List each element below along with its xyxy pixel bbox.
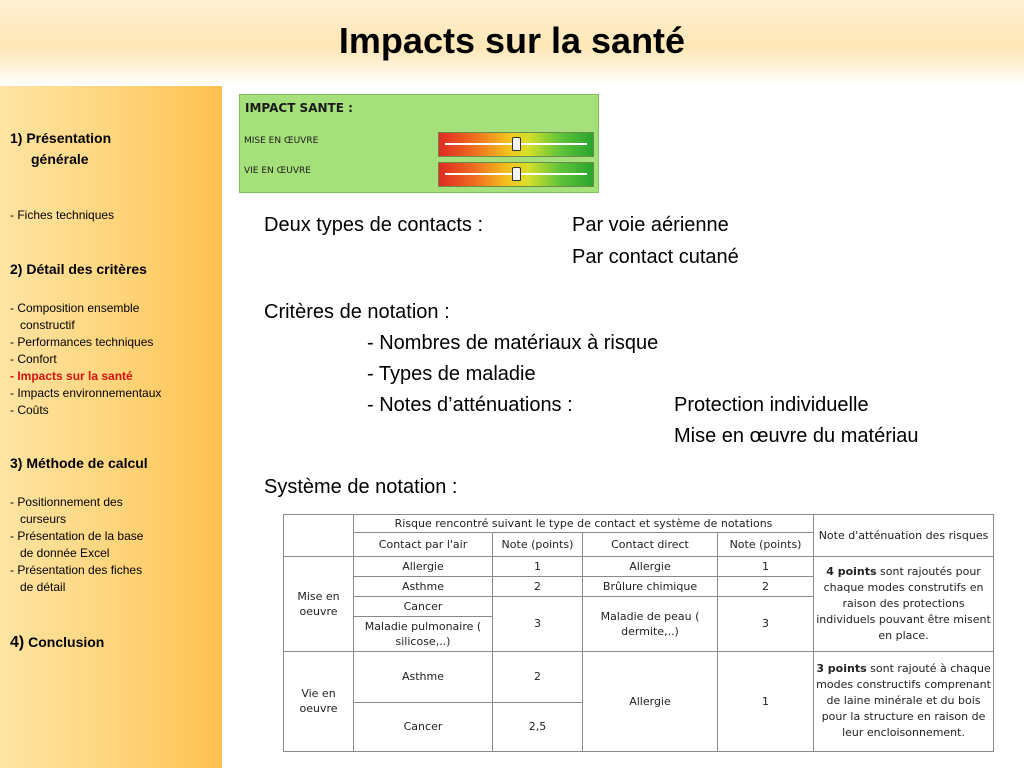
mise-en-oeuvre-label: MISE EN ŒUVRE [244, 136, 319, 146]
nav-item-confort[interactable]: - Confort [10, 352, 57, 366]
table-cell: Brûlure chimique [583, 577, 718, 597]
nav-item-base-excel-cont[interactable]: de donnée Excel [20, 546, 110, 560]
table-cell: Cancer [354, 702, 493, 751]
mise-en-oeuvre-gauge[interactable] [438, 132, 594, 157]
critere-attenuations: - Notes d’atténuations : [367, 394, 573, 416]
table-cell: Asthme [354, 577, 493, 597]
systeme-label: Système de notation : [264, 476, 458, 498]
table-cell: Allergie [583, 557, 718, 577]
nav-item-performances[interactable]: - Performances techniques [10, 335, 154, 349]
note-vie-en-oeuvre [814, 651, 994, 751]
table-header-main: Risque rencontré suivant le type de contact et système de notations [354, 515, 814, 533]
attenuation-mise-en-oeuvre: Mise en œuvre du matériau [674, 425, 919, 447]
criteres-label: Critères de notation : [264, 301, 450, 323]
nav-item-composition[interactable]: - Composition ensemble [10, 301, 140, 315]
table-row [284, 651, 994, 702]
mise-en-oeuvre-slider-knob[interactable] [512, 137, 521, 151]
table-header-row [284, 515, 994, 533]
vie-en-oeuvre-label: VIE EN ŒUVRE [244, 166, 311, 176]
table-cell: Maladie pulmonaire ( silicose,..) [354, 617, 493, 651]
table-cell: 1 [493, 557, 583, 577]
table-cell: Allergie [583, 651, 718, 751]
note-points-bold: 3 points [816, 662, 867, 676]
nav-item-base-excel[interactable]: - Présentation de la base [10, 529, 144, 543]
nav-section-presentation[interactable]: 1) Présentation [10, 130, 112, 146]
nav-item-positionnement-cont[interactable]: curseurs [20, 512, 67, 526]
group-mise-en-oeuvre: Mise en oeuvre [284, 557, 354, 651]
table-cell: 3 [493, 597, 583, 651]
note-text: sont rajoutés pour chaque modes construtifs en raison des protections individuels pouvant être misent en place. [816, 564, 991, 642]
nav-section-number: 4) [10, 634, 25, 651]
col-header-note-air: Note (points) [493, 533, 583, 557]
critere-materiaux: - Nombres de matériaux à risque [367, 332, 659, 354]
table-cell: 3 [718, 597, 814, 651]
vie-en-oeuvre-slider-knob[interactable] [512, 167, 521, 181]
nav-item-impacts-sante[interactable]: - Impacts sur la santé [10, 369, 133, 383]
nav-item-composition-cont[interactable]: constructif [20, 318, 75, 332]
nav-section-presentation-cont[interactable]: générale [31, 151, 89, 167]
table-cell: 2 [718, 577, 814, 597]
nav-item-fiches-techniques[interactable]: - Fiches techniques [10, 208, 115, 222]
nav-item-couts[interactable]: - Coûts [10, 403, 49, 417]
table-cell: Maladie de peau ( dermite,..) [583, 597, 718, 651]
table-cell: 1 [718, 651, 814, 751]
table-cell: Cancer [354, 597, 493, 617]
attenuation-protection: Protection individuelle [674, 394, 869, 416]
table-header-note: Note d'atténuation des risques [814, 515, 994, 557]
note-points-bold: 4 points [826, 564, 877, 578]
nav-section-methode[interactable]: 3) Méthode de calcul [10, 455, 148, 471]
table-cell: 2,5 [493, 702, 583, 751]
nav-item-fiches-detail-cont[interactable]: de détail [20, 580, 66, 594]
contact-aerien: Par voie aérienne [572, 214, 729, 236]
nav-section-detail-criteres[interactable]: 2) Détail des critères [10, 261, 147, 277]
col-header-direct: Contact direct [583, 533, 718, 557]
table-cell: 2 [493, 577, 583, 597]
note-mise-en-oeuvre [814, 557, 994, 651]
table-cell: 2 [493, 651, 583, 702]
nav-section-conclusion-label: Conclusion [28, 634, 105, 650]
impact-panel-title: IMPACT SANTE : [245, 101, 353, 115]
contact-cutane: Par contact cutané [572, 246, 739, 268]
table-corner-cell [284, 515, 354, 557]
col-header-air: Contact par l'air [354, 533, 493, 557]
table-cell: Asthme [354, 651, 493, 702]
page-title: Impacts sur la santé [338, 20, 686, 61]
nav-section-conclusion[interactable] [10, 634, 104, 652]
vie-en-oeuvre-gauge[interactable] [438, 162, 594, 187]
sidebar [0, 86, 222, 768]
table-cell: Allergie [354, 557, 493, 577]
nav-item-positionnement[interactable]: - Positionnement des [10, 495, 123, 509]
contacts-label: Deux types de contacts : [264, 214, 484, 236]
impact-sante-panel [239, 94, 599, 193]
col-header-note-direct: Note (points) [718, 533, 814, 557]
notation-table [283, 514, 994, 752]
nav-item-fiches-detail[interactable]: - Présentation des fiches [10, 563, 143, 577]
table-cell: 1 [718, 557, 814, 577]
table-row [284, 557, 994, 577]
critere-maladie: - Types de maladie [367, 363, 536, 385]
nav-item-impacts-environnementaux[interactable]: - Impacts environnementaux [10, 386, 162, 400]
group-vie-en-oeuvre: Vie en oeuvre [284, 651, 354, 751]
note-text: sont rajouté à chaque modes constructifs comprenant de laine minérale et du bois pour la structure en raison de leur encloisonnement. [816, 662, 991, 740]
